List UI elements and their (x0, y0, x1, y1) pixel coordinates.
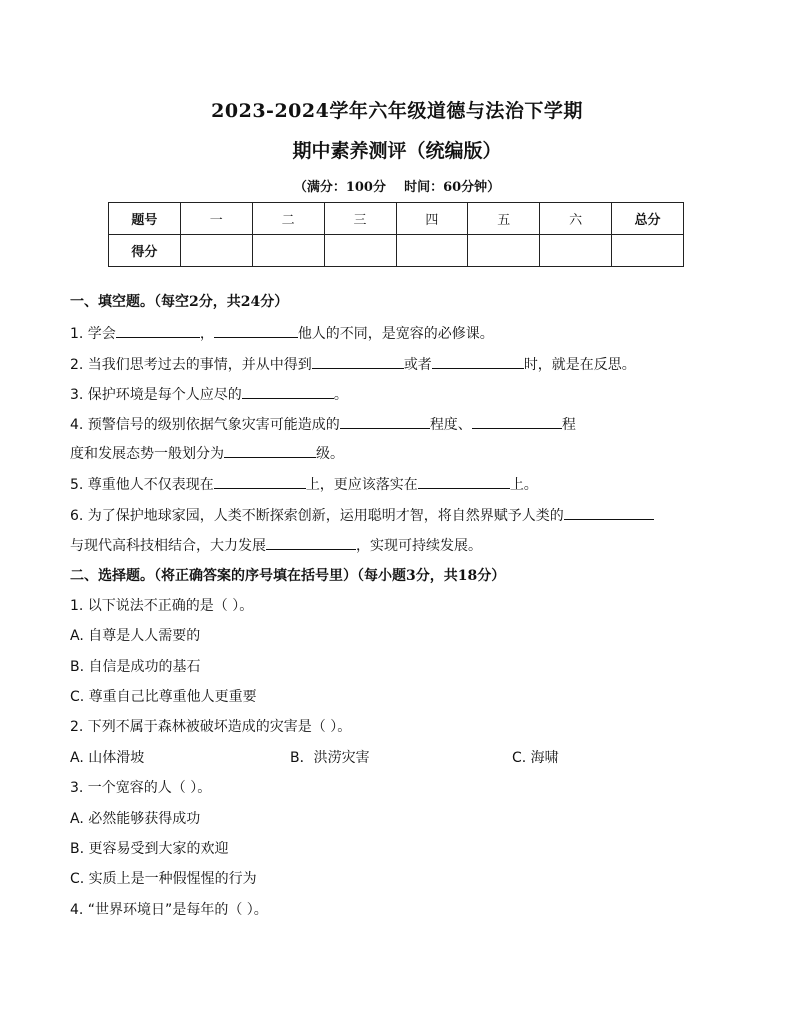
q-text: 4. 预警信号的级别依据气象灾害可能造成的 (70, 417, 340, 433)
score-table-header-cell: 二 (252, 203, 324, 235)
fill-question-1 (70, 323, 494, 344)
score-table-header-cell: 五 (468, 203, 540, 235)
choice-option: A. 自尊是人人需要的 (70, 628, 201, 644)
choice-option: C. 海啸 (512, 750, 559, 766)
score-table-header-cell: 四 (396, 203, 468, 235)
choice-option: A. 必然能够获得成功 (70, 811, 201, 827)
score-table-header-cell: 六 (540, 203, 612, 235)
choice-option: B．洪涝灾害 (290, 750, 370, 766)
q-text: 程 (561, 417, 576, 433)
exam-subtitle: 期中素养测评（统编版） (292, 140, 502, 162)
q-text: 3. 保护环境是每个人应尽的 (70, 387, 242, 403)
q-text: 6. 为了保护地球家园，人类不断探索创新，运用聪明才智，将自然界赋予人类的 (70, 508, 564, 524)
score-row-label: 得分 (109, 235, 181, 267)
score-cell[interactable] (540, 235, 612, 267)
answer-blank[interactable] (340, 414, 430, 429)
choice-option: A. 山体滑坡 (70, 750, 145, 766)
answer-blank[interactable] (418, 474, 510, 489)
score-cell[interactable] (324, 235, 396, 267)
choice-option: B. 更容易受到大家的欢迎 (70, 841, 229, 857)
answer-blank[interactable] (224, 443, 316, 458)
fill-question-3 (70, 384, 348, 405)
fill-question-2 (70, 354, 636, 375)
q-text: 与现代高科技相结合，大力发展 (70, 538, 266, 554)
q-text: 2. 当我们思考过去的事情，并从中得到 (70, 357, 312, 373)
answer-blank[interactable] (266, 535, 356, 550)
choice-option: B. 自信是成功的基石 (70, 659, 201, 675)
fill-question-6-cont (70, 535, 482, 556)
score-cell[interactable] (252, 235, 324, 267)
score-table (108, 202, 684, 267)
q-text: 度和发展态势一般划分为 (70, 446, 224, 462)
fill-question-4-cont (70, 443, 344, 464)
fill-question-4 (70, 414, 576, 435)
q-text: 或者 (403, 357, 432, 373)
fill-question-5 (70, 474, 538, 495)
q-text: 上，更应该落实在 (305, 477, 418, 493)
answer-blank[interactable] (214, 474, 306, 489)
answer-blank[interactable] (472, 414, 562, 429)
answer-blank[interactable] (564, 505, 654, 520)
answer-blank[interactable] (312, 354, 404, 369)
choice-question-3-stem: 3. 一个宽容的人（ ）。 (70, 780, 212, 796)
answer-blank[interactable] (242, 384, 334, 399)
exam-meta: （满分：100分 时间：60分钟） (293, 180, 501, 195)
q-text: 级。 (316, 446, 344, 462)
q-text: ， (199, 326, 214, 342)
choice-option: C. 实质上是一种假惺惺的行为 (70, 871, 257, 887)
choice-option: C. 尊重自己比尊重他人更重要 (70, 689, 257, 705)
score-cell[interactable] (612, 235, 684, 267)
score-cell[interactable] (396, 235, 468, 267)
score-table-header-cell: 总分 (612, 203, 684, 235)
answer-blank[interactable] (116, 323, 200, 338)
q-text: 时，就是在反思。 (523, 357, 636, 373)
choice-question-4-stem: 4. “世界环境日”是每年的（ ）。 (70, 902, 268, 918)
answer-blank[interactable] (214, 323, 298, 338)
exam-title: 2023-2024学年六年级道德与法治下学期 (211, 100, 583, 122)
score-table-score-row (109, 235, 684, 267)
q-text: 上。 (509, 477, 538, 493)
section1-heading: 一、填空题。（每空2分，共24分） (70, 294, 289, 310)
q-text: 1. 学会 (70, 326, 116, 342)
q-text: 程度、 (429, 417, 472, 433)
score-table-header-cell: 一 (180, 203, 252, 235)
choice-question-2-stem: 2. 下列不属于森林被破坏造成的灾害是（ ）。 (70, 719, 352, 735)
score-cell[interactable] (180, 235, 252, 267)
answer-blank[interactable] (432, 354, 524, 369)
score-table-header-cell: 三 (324, 203, 396, 235)
q-text: 他人的不同，是宽容的必修课。 (297, 326, 494, 342)
q-text: 5. 尊重他人不仅表现在 (70, 477, 214, 493)
section2-heading: 二、选择题。（将正确答案的序号填在括号里）（每小题3分，共18分） (70, 568, 506, 584)
q-text: ，实现可持续发展。 (356, 538, 482, 554)
choice-options-row (70, 748, 559, 768)
q-text: 。 (333, 387, 348, 403)
score-table-header-row (109, 203, 684, 235)
score-cell[interactable] (468, 235, 540, 267)
fill-question-6 (70, 505, 654, 526)
score-table-header-cell: 题号 (109, 203, 181, 235)
choice-question-1-stem: 1. 以下说法不正确的是（ ）。 (70, 598, 254, 614)
